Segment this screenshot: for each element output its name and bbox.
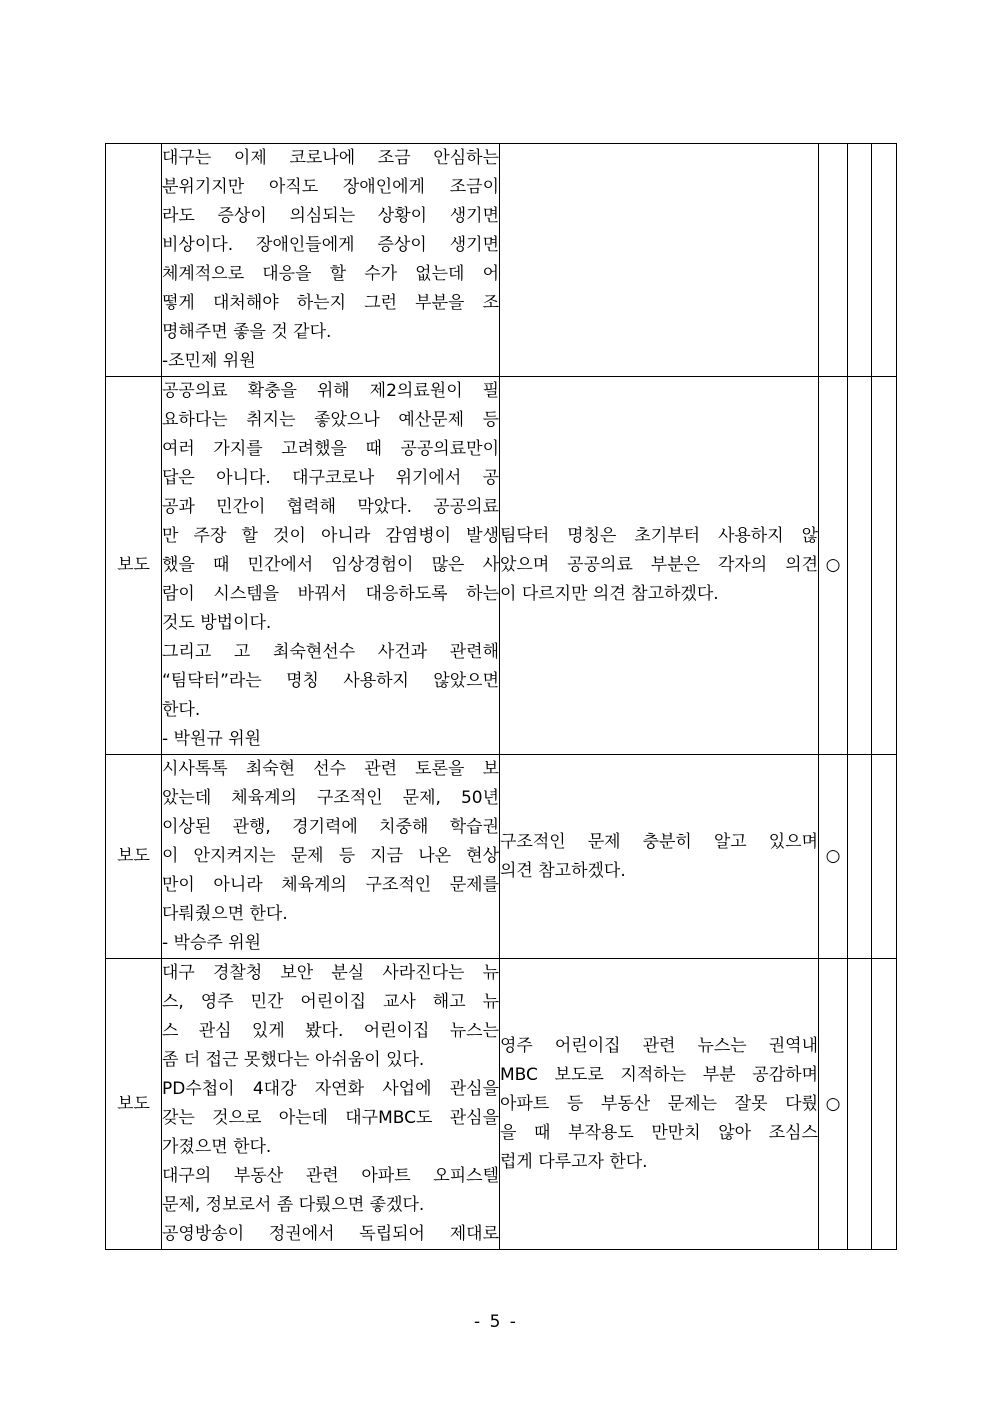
opinion-line: 좀 더 접근 못했다는 아쉬움이 있다.: [162, 1050, 425, 1070]
opinion-line: 공과 민간이 협력해 막았다. 공공의료: [162, 497, 499, 517]
response-line: 구조적인 문제 충분히 알고 있으며: [500, 831, 818, 852]
opinion-line: 대구 경찰청 보안 분실 사라진다는 뉴: [162, 963, 499, 983]
response-cell: [500, 755, 819, 959]
response-line: 영주 어린이집 관련 뉴스는 권역내: [500, 1035, 818, 1056]
response-cell: [500, 959, 819, 1250]
response-cell: [500, 377, 819, 755]
opinion-line: 한다.: [162, 700, 201, 720]
category-cell: 보도: [106, 959, 162, 1250]
response-line: 았으며 공공의료 부분은 각자의 의견: [500, 555, 818, 575]
response-line: 럽게 다루고자 한다.: [500, 1151, 648, 1172]
opinion-line: 그리고 고 최숙현선수 사건과 관련해: [162, 642, 499, 662]
opinion-line: 이 안지켜지는 문제 등 지금 나온 현상: [162, 846, 499, 866]
opinion-line: 여러 가지를 고려했을 때 공공의료만이: [162, 439, 499, 459]
opinion-line: 공공의료 확충을 위해 제2의료원이 필: [162, 381, 499, 401]
minutes-table-body: [106, 144, 897, 1250]
response-line: 아파트 등 부동산 문제는 잘못 다뤘: [500, 1093, 818, 1114]
opinion-line: 대구의 부동산 관련 아파트 오피스텔: [162, 1166, 499, 1186]
mark-cell: ○: [819, 377, 848, 755]
empty-cell: [848, 755, 872, 959]
opinion-line: 만이 아니라 체육계의 구조적인 문제를: [162, 875, 499, 895]
opinion-line: 았는데 체육계의 구조적인 문제, 50년: [162, 788, 499, 808]
opinion-line: PD수첩이 4대강 자연화 사업에 관심을: [162, 1079, 499, 1099]
empty-cell: [848, 144, 872, 377]
response-line: 팀닥터 명칭은 초기부터 사용하지 않: [500, 526, 818, 546]
empty-cell: [848, 959, 872, 1250]
mark-cell: ○: [819, 959, 848, 1250]
empty-cell: [872, 377, 897, 755]
table-row: [106, 144, 897, 377]
opinion-line: 공영방송이 정권에서 독립되어 제대로: [162, 1224, 499, 1244]
opinion-line: 이상된 관행, 경기력에 치중해 학습권: [162, 817, 499, 837]
opinion-line: 것도 방법이다.: [162, 613, 272, 633]
opinion-line: 시사톡톡 최숙현 선수 관련 토론을 보: [162, 759, 499, 779]
opinion-line: 라도 증상이 의심되는 상황이 생기면: [162, 206, 499, 226]
opinion-line: 만 주장 할 것이 아니라 감염병이 발생: [162, 526, 499, 546]
opinion-line: 갖는 것으로 아는데 대구MBC도 관심을: [162, 1108, 499, 1128]
opinion-line: 다뤄줬으면 한다.: [162, 904, 288, 924]
response-line: MBC 보도로 지적하는 부분 공감하며: [500, 1064, 818, 1085]
mark-cell: [819, 144, 848, 377]
table-row: [106, 959, 897, 1250]
opinion-line: 체계적으로 대응을 할 수가 없는데 어: [162, 264, 499, 284]
opinion-line: 스, 영주 민간 어린이집 교사 해고 뉴: [162, 992, 499, 1012]
category-cell: 보도: [106, 377, 162, 755]
opinion-line: 람이 시스템을 바꿔서 대응하도록 하는: [162, 584, 499, 604]
opinion-line: 분위기지만 아직도 장애인에게 조금이: [162, 177, 499, 197]
empty-cell: [872, 755, 897, 959]
category-cell: 보도: [106, 755, 162, 959]
opinion-line: “팀닥터”라는 명칭 사용하지 않았으면: [162, 671, 499, 691]
response-line: 의견 참고하겠다.: [500, 860, 626, 881]
opinion-cell: [162, 144, 500, 377]
opinion-line: 떻게 대처해야 하는지 그런 부분을 조: [162, 293, 499, 313]
empty-cell: [872, 144, 897, 377]
response-cell: [500, 144, 819, 377]
opinion-author: - 박원규 위원: [162, 729, 262, 749]
response-line: 을 때 부작용도 만만치 않아 조심스: [500, 1122, 818, 1143]
table-row: [106, 755, 897, 959]
table-row: [106, 377, 897, 755]
opinion-line: 했을 때 민간에서 임상경험이 많은 사: [162, 555, 499, 575]
opinion-line: 명해주면 좋을 것 같다.: [162, 322, 332, 342]
opinion-line: 요하다는 취지는 좋았으나 예산문제 등: [162, 410, 499, 430]
opinion-line: 답은 아니다. 대구코로나 위기에서 공: [162, 468, 499, 488]
opinion-line: 문제, 정보로서 좀 다뤘으면 좋겠다.: [162, 1195, 425, 1215]
opinion-cell: [162, 959, 500, 1250]
opinion-author: - 박승주 위원: [162, 933, 262, 953]
opinion-author: -조민제 위원: [162, 351, 256, 371]
empty-cell: [872, 959, 897, 1250]
opinion-cell: [162, 377, 500, 755]
opinion-cell: [162, 755, 500, 959]
response-line: 이 다르지만 의견 참고하겠다.: [500, 584, 719, 604]
opinion-line: 가졌으면 한다.: [162, 1137, 272, 1157]
opinion-line: 대구는 이제 코로나에 조금 안심하는: [162, 148, 499, 168]
minutes-table: [105, 143, 897, 1250]
category-cell: [106, 144, 162, 377]
opinion-line: 비상이다. 장애인들에게 증상이 생기면: [162, 235, 499, 255]
opinion-line: 스 관심 있게 봤다. 어린이집 뉴스는: [162, 1021, 499, 1041]
mark-cell: ○: [819, 755, 848, 959]
empty-cell: [848, 377, 872, 755]
page-number: - 5 -: [474, 1312, 518, 1332]
